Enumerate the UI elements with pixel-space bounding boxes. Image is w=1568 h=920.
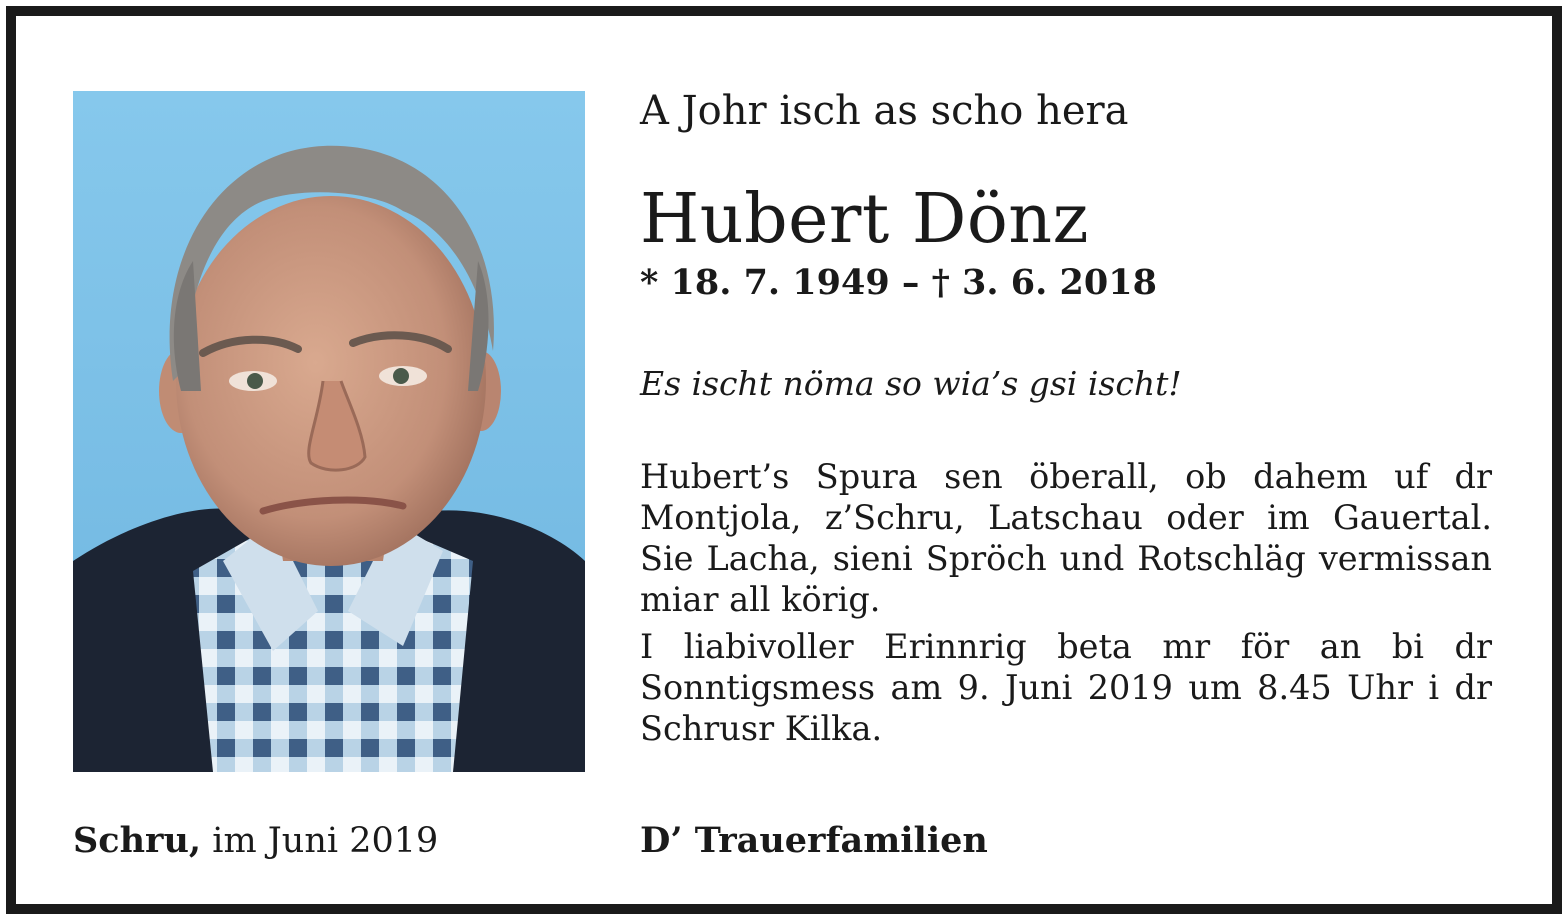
memorial-quote: Es ischt nöma so wia’s gsi ischt! bbox=[640, 364, 1182, 403]
family-signature: D’ Trauerfamilien bbox=[640, 820, 988, 861]
memorial-paragraph: I liabivoller Erinnrig beta mr för an bi dr Sonntigsmess am 9. Juni 2019 um 8.45 Uhr i dr Schrusr Kilka. bbox=[640, 627, 1492, 748]
portrait-illustration bbox=[73, 91, 585, 772]
notice-date: im Juni 2019 bbox=[212, 821, 439, 861]
portrait-photo bbox=[73, 91, 585, 772]
memorial-paragraph: Hubert’s Spura sen öberall, ob dahem uf dr Montjola, z’Schru, Latschau oder im Gauertal. Sie Lacha, sieni Spröch und Rotschläg vermissan miar all körig. bbox=[640, 457, 1492, 619]
memorial-text bbox=[640, 456, 1492, 749]
life-dates: * 18. 7. 1949 – † 3. 6. 2018 bbox=[640, 262, 1157, 303]
intro-line: A Johr isch as scho hera bbox=[640, 88, 1129, 134]
place-and-date bbox=[73, 820, 438, 861]
deceased-name: Hubert Dönz bbox=[640, 180, 1089, 259]
place-name: Schru, bbox=[73, 820, 202, 861]
